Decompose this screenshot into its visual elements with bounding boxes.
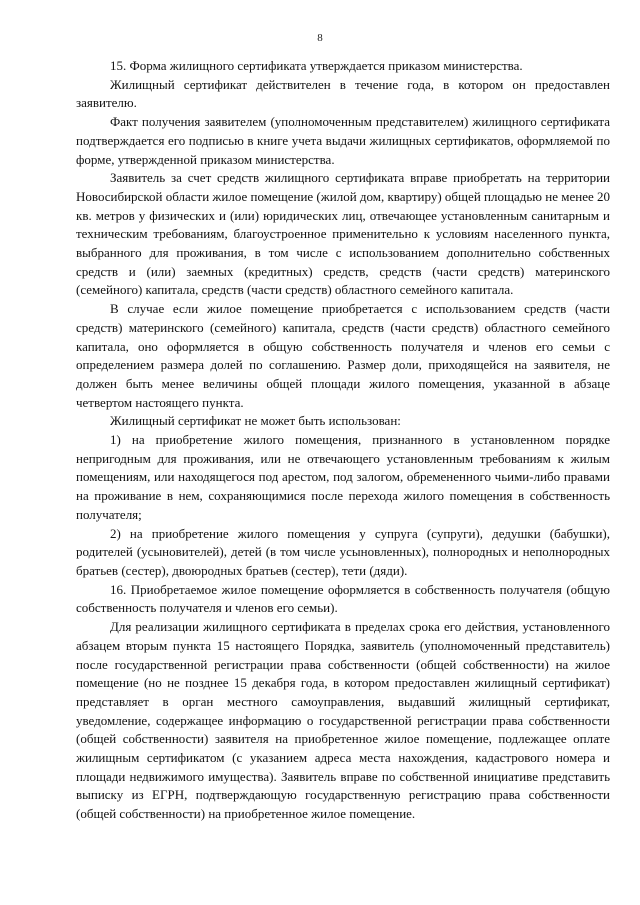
- paragraph: Жилищный сертификат не может быть использован:: [110, 413, 401, 429]
- paragraph: Факт получения заявителем (уполномоченным представителем) жилищного сертификата подтверждается его подписью в книге учета выдачи жилищных сертификатов, оформляемой по форме, утвержденной приказом министерства.: [76, 114, 610, 167]
- paragraph: Жилищный сертификат действителен в течение года, в котором он предоставлен заявителю.: [76, 76, 610, 111]
- paragraph: 16. Приобретаемое жилое помещение оформляется в собственность получателя (общую собственность получателя и членов его семьи).: [76, 581, 610, 616]
- document-body: [76, 57, 610, 824]
- paragraph: 15. Форма жилищного сертификата утверждается приказом министерства.: [110, 58, 523, 73]
- paragraph: Для реализации жилищного сертификата в пределах срока его действия, установленного абзацем вторым пункта 15 настоящего Порядка, заявитель (уполномоченный представитель) после государственной регистрации права собственности (общей собственности) на жилое помещение (но не позднее 15 декабря года, в котором предоставлен жилищный сертификат) представляет в орган местного самоуправления, выдавший жилищный сертификат, уведомление, содержащее информацию о государственной регистрации права собственности (общей собственности) заявителя на приобретенное жилое помещение, подлежащее оплате жилищным сертификатом (с указанием адреса места нахождения, кадастрового номера и площади недвижимого имущества). Заявитель вправе по собственной инициативе представить выписку из ЕГРН, подтверждающую государственную регистрацию права собственности (общей собственности) на приобретенное жилое помещение.: [76, 619, 610, 822]
- paragraph: 1) на приобретение жилого помещения, признанного в установленном порядке непригодным для проживания, или не отвечающего установленным требованиям к жилым помещениям, или находящегося под арестом, под залогом, обремененного чьими-либо правами на проживание в нем, сохраняющимися после перехода жилого помещения в собственность получателя;: [76, 432, 610, 522]
- paragraph: Заявитель за счет средств жилищного сертификата вправе приобретать на территории Новосибирской области жилое помещение (жилой дом, квартиру) общей площадью не менее 20 кв. метров у физических и (или) юридических лиц, отвечающее установленным санитарным и техническим требованиям, благоустроенное применительно к условиям населенного пункта, выбранного для проживания, в том числе с использованием дополнительно собственных средств и (или) заемных (кредитных) средств, средств (части средств) материнского (семейного) капитала, средств (части средств) областного семейного капитала.: [76, 170, 610, 298]
- paragraph: 2) на приобретение жилого помещения у супруга (супруги), дедушки (бабушки), родителей (усыновителей), детей (в том числе усыновленных), полнородных и неполнородных братьев (сестер), двоюродных братьев (сестер), тети (дяди).: [76, 525, 610, 578]
- paragraph: В случае если жилое помещение приобретается с использованием средств (части средств) материнского (семейного) капитала, средств (части средств) областного семейного капитала, оно оформляется в общую собственность получателя и членов его семьи с определением размера долей по соглашению. Размер доли, приходящейся на заявителя, не должен быть менее величины общей площади жилого помещения, указанной в абзаце четвертом настоящего пункта.: [76, 301, 610, 410]
- page-number: 8: [317, 32, 323, 44]
